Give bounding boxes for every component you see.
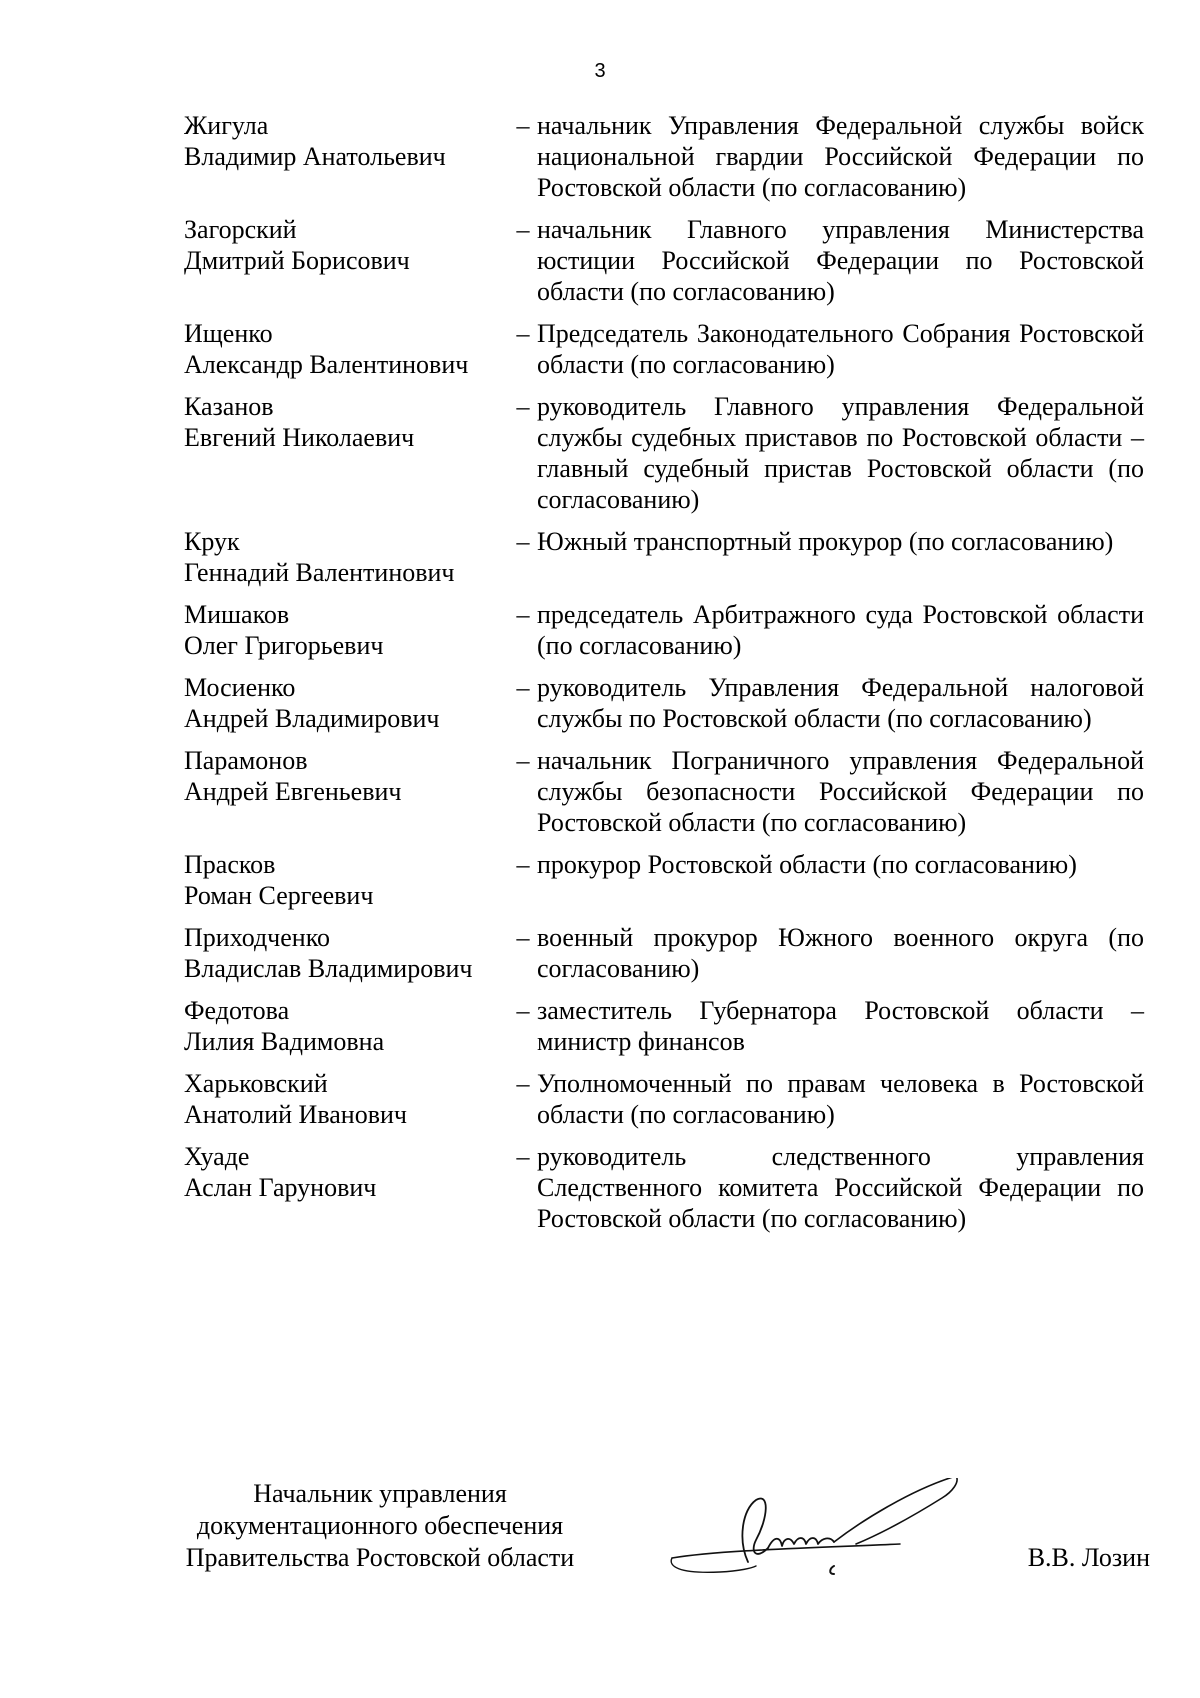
member-position: военный прокурор Южного военного округа (по согласованию) [537,923,1144,983]
member-position: Южный транспортный прокурор (по согласованию) [537,527,1114,556]
member-dash: – [516,1069,530,1098]
member-row [184,1141,1144,1234]
member-position: председатель Арбитражного суда Ростовской области (по согласованию) [537,600,1144,660]
member-surname: Парамонов [184,746,308,775]
member-name [184,1141,509,1234]
member-surname: Хуаде [184,1142,250,1171]
member-dash: – [516,673,530,702]
member-surname: Мосиенко [184,673,296,702]
member-dash: – [516,923,530,952]
member-dash: – [516,215,530,244]
member-position: руководитель Управления Федеральной налоговой службы по Ростовской области (по согласованию) [537,673,1144,733]
member-surname: Федотова [184,996,290,1025]
member-dash: – [516,996,530,1025]
member-name [184,318,509,380]
member-surname: Ищенко [184,319,273,348]
member-dash: – [516,600,530,629]
member-given-names: Евгений Николаевич [184,423,415,452]
page-number: 3 [594,60,606,82]
member-surname: Мишаков [184,600,290,629]
member-row [184,745,1144,838]
member-surname: Крук [184,527,240,556]
signoff-title [150,1478,610,1574]
member-name [184,922,509,984]
signoff-title-line: документационного обеспечения [196,1511,564,1540]
member-position: руководитель Главного управления Федеральной службы судебных приставов по Ростовской области – главный судебный пристав Ростовской области (по согласованию) [537,392,1144,514]
member-row [184,110,1144,203]
signoff-title-line: Правительства Ростовской области [185,1543,575,1572]
member-given-names: Анатолий Иванович [184,1100,407,1129]
member-position: руководитель следственного управления Следственного комитета Российской Федерации по Ростовской области (по согласованию) [537,1142,1144,1233]
member-position: начальник Управления Федеральной службы войск национальной гвардии Российской Федерации по Ростовской области (по согласованию) [537,111,1144,202]
member-position: начальник Главного управления Министерства юстиции Российской Федерации по Ростовской области (по согласованию) [537,215,1144,306]
member-surname: Загорский [184,215,297,244]
member-given-names: Александр Валентинович [184,350,469,379]
member-row [184,1068,1144,1130]
member-name [184,214,509,307]
member-dash: – [516,111,530,140]
signoff-title-line: Начальник управления [253,1479,507,1508]
member-name [184,110,509,203]
member-name [184,745,509,838]
member-name [184,391,509,515]
member-surname: Приходченко [184,923,331,952]
member-position: заместитель Губернатора Ростовской области – министр финансов [537,996,1144,1056]
member-row [184,672,1144,734]
member-given-names: Роман Сергеевич [184,881,374,910]
member-dash: – [516,319,530,348]
member-row [184,318,1144,380]
member-dash: – [516,850,530,879]
member-row [184,922,1144,984]
member-name [184,849,509,911]
signoff-block [150,1478,1150,1608]
member-name [184,995,509,1057]
member-position: начальник Пограничного управления Федеральной службы безопасности Российской Федерации по Ростовской области (по согласованию) [537,746,1144,837]
member-dash: – [516,527,530,556]
member-surname: Харьковский [184,1069,328,1098]
member-name [184,526,509,588]
member-row [184,391,1144,515]
member-name [184,599,509,661]
handwritten-signature [660,1478,970,1628]
member-row [184,849,1144,911]
member-position: Уполномоченный по правам человека в Ростовской области (по согласованию) [537,1069,1144,1129]
member-row [184,995,1144,1057]
member-given-names: Владимир Анатольевич [184,142,446,171]
member-given-names: Аслан Гарунович [184,1173,377,1202]
member-given-names: Лилия Вадимовна [184,1027,385,1056]
signer-name: В.В. Лозин [1027,1543,1150,1572]
member-given-names: Владислав Владимирович [184,954,473,983]
member-surname: Жигула [184,111,269,140]
member-name [184,1068,509,1130]
member-row [184,214,1144,307]
member-surname: Прасков [184,850,276,879]
member-given-names: Геннадий Валентинович [184,558,455,587]
member-name [184,672,509,734]
member-given-names: Андрей Евгеньевич [184,777,402,806]
members-list [184,110,1144,1245]
member-dash: – [516,392,530,421]
member-position: Председатель Законодательного Собрания Ростовской области (по согласованию) [537,319,1144,379]
member-dash: – [516,746,530,775]
member-given-names: Андрей Владимирович [184,704,440,733]
member-dash: – [516,1142,530,1171]
member-position: прокурор Ростовской области (по согласованию) [537,850,1077,879]
member-row [184,599,1144,661]
member-given-names: Дмитрий Борисович [184,246,410,275]
member-given-names: Олег Григорьевич [184,631,384,660]
member-surname: Казанов [184,392,274,421]
member-row [184,526,1144,588]
